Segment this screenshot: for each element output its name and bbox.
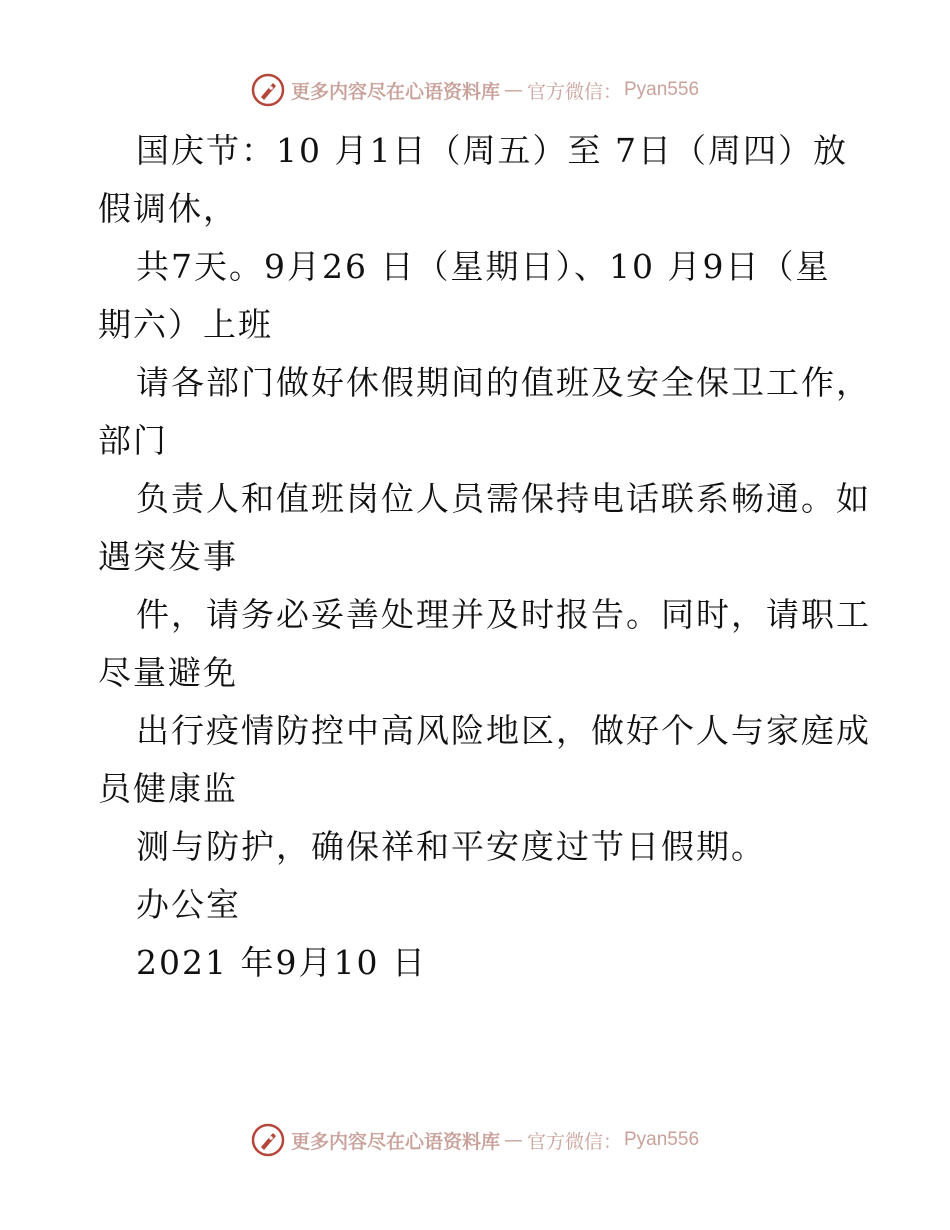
body-line: 遇突发事	[98, 537, 238, 576]
body-line: 员健康监	[98, 769, 238, 808]
body-line: 部门	[98, 421, 168, 460]
watermark-footer	[0, 1120, 950, 1160]
watermark-label: 官方微信：	[526, 1130, 622, 1153]
body-line: 出行疫情防控中高风险地区，做好个人与家庭成	[136, 711, 871, 750]
watermark-wechat-id: Pyan556	[624, 79, 700, 100]
watermark-separator: —	[503, 1129, 523, 1151]
signature-date: 2021 年9月10 日	[136, 943, 427, 982]
signature-department: 办公室	[136, 885, 241, 924]
body-line: 尽量避免	[98, 653, 238, 692]
watermark-text: 更多内容尽在心语资料库	[290, 80, 500, 103]
watermark-label: 官方微信：	[526, 80, 622, 103]
body-line: 假调休，	[98, 189, 238, 228]
body-line: 国庆节：10 月1日（周五）至 7日（周四）放	[136, 131, 848, 170]
body-line: 件，请务必妥善处理并及时报告。同时，请职工	[136, 595, 871, 634]
body-line: 测与防护，确保祥和平安度过节日假期。	[136, 827, 766, 866]
pen-nib-logo-icon	[251, 73, 285, 107]
watermark-header	[0, 70, 950, 110]
watermark-text: 更多内容尽在心语资料库	[290, 1130, 500, 1153]
document-body	[98, 122, 871, 992]
watermark-separator: —	[503, 79, 523, 101]
body-line: 共7天。9月26 日（星期日）、10 月9日（星	[136, 247, 831, 286]
body-line: 请各部门做好休假期间的值班及安全保卫工作，	[136, 363, 871, 402]
pen-nib-logo-icon	[251, 1123, 285, 1157]
body-line: 期六）上班	[98, 305, 273, 344]
watermark-wechat-id: Pyan556	[624, 1129, 700, 1150]
body-line: 负责人和值班岗位人员需保持电话联系畅通。如	[136, 479, 871, 518]
